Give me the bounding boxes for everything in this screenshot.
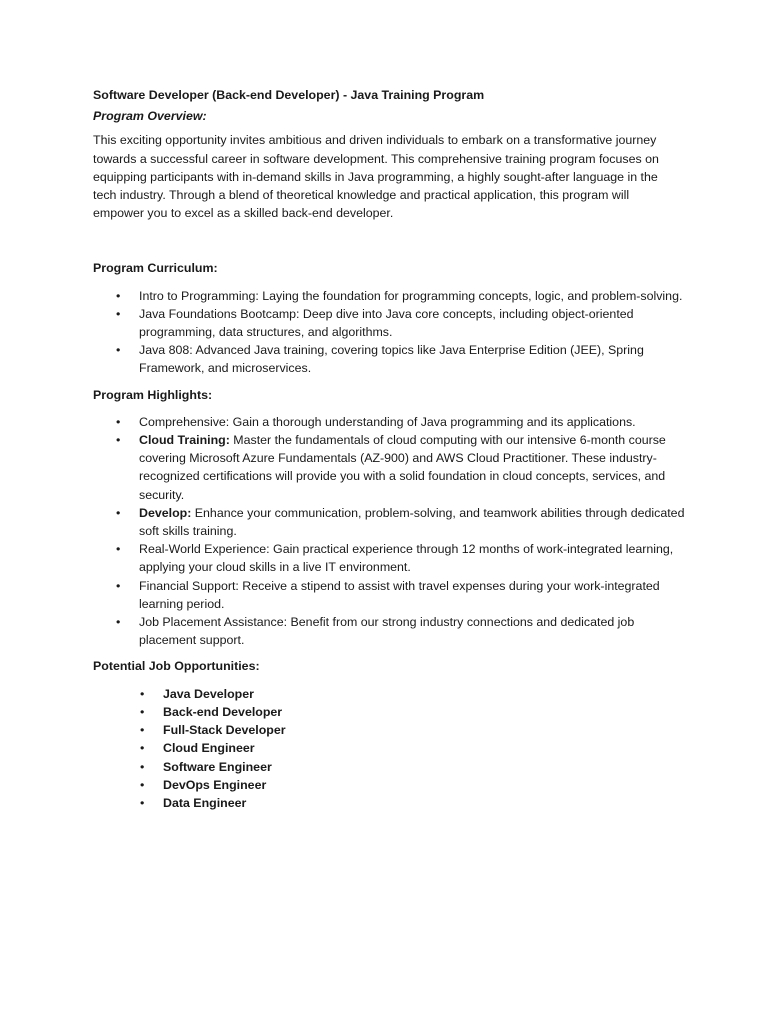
highlight-item-text: Real-World Experience: Gain practical experience through 12 months of work-integrated learning, applying your cloud skills in a live IT environment.: [139, 542, 674, 575]
bullet-icon: •: [116, 615, 121, 630]
list-item: [93, 504, 688, 540]
bullet-icon: •: [140, 759, 145, 774]
overview-paragraph: This exciting opportunity invites ambitious and driven individuals to embark on a transformative journey towards a successful career in software development. This comprehensive training program focuses on equipping participants with in-demand skills in Java programming, a highly sought-after language in the tech industry. Through a blend of theoretical knowledge and practical application, this program will empower you to excel as a skilled back-end developer.: [93, 133, 659, 221]
job-title: Data Engineer: [163, 795, 247, 810]
list-item: [93, 540, 688, 576]
overview-heading: Program Overview:: [93, 109, 207, 124]
job-title: Full-Stack Developer: [163, 723, 286, 738]
highlight-item-text: Financial Support: Receive a stipend to assist with travel expenses during your work-integrated learning period.: [139, 578, 660, 611]
list-item: [93, 305, 688, 341]
list-item: [93, 685, 688, 703]
curriculum-item-text: Java 808: Advanced Java training, covering topics like Java Enterprise Edition (JEE), Spring Framework, and microservices.: [139, 343, 644, 376]
bullet-icon: •: [116, 343, 121, 358]
list-item: [93, 413, 688, 431]
list-item: [93, 739, 688, 757]
job-title: Software Engineer: [163, 759, 272, 774]
jobs-heading: Potential Job Opportunities:: [93, 659, 260, 674]
curriculum-heading: Program Curriculum:: [93, 261, 218, 276]
curriculum-list: [93, 287, 688, 378]
jobs-list: [93, 685, 688, 812]
job-title: DevOps Engineer: [163, 777, 267, 792]
list-item: [93, 613, 688, 649]
list-item: [93, 758, 688, 776]
list-item: [93, 431, 688, 504]
list-item: [93, 577, 688, 613]
highlights-heading: Program Highlights:: [93, 387, 213, 402]
bullet-icon: •: [140, 704, 145, 719]
bullet-icon: •: [116, 542, 121, 557]
highlight-item-text: Job Placement Assistance: Benefit from our strong industry connections and dedicated job placement support.: [139, 615, 635, 648]
highlight-item-text: Enhance your communication, problem-solving, and teamwork abilities through dedicated soft skills training.: [139, 505, 685, 539]
highlight-item-lead: Develop:: [139, 505, 192, 520]
list-item: [93, 703, 688, 721]
list-item: [93, 287, 688, 305]
bullet-icon: •: [140, 777, 145, 792]
bullet-icon: •: [116, 288, 121, 303]
list-item: [93, 341, 688, 377]
job-title: Java Developer: [163, 686, 254, 701]
highlight-item-text: Comprehensive: Gain a thorough understanding of Java programming and its applications.: [139, 414, 636, 429]
bullet-icon: •: [116, 578, 121, 593]
bullet-icon: •: [116, 414, 121, 429]
bullet-icon: •: [116, 433, 121, 448]
highlight-item-lead: Cloud Training:: [139, 433, 230, 448]
curriculum-item-text: Java Foundations Bootcamp: Deep dive into Java core concepts, including object-oriented programming, data structures, and algorithms.: [139, 306, 634, 340]
list-item: [93, 776, 688, 794]
list-item: [93, 794, 688, 812]
curriculum-item-text: Intro to Programming: Laying the foundation for programming concepts, logic, and problem-solving.: [139, 288, 683, 303]
job-title: Back-end Developer: [163, 704, 283, 719]
highlights-list: [93, 413, 688, 650]
bullet-icon: •: [140, 686, 145, 701]
document-title: Software Developer (Back-end Developer) - Java Training Program: [93, 88, 485, 102]
list-item: [93, 721, 688, 739]
bullet-icon: •: [116, 306, 121, 321]
bullet-icon: •: [140, 795, 145, 810]
bullet-icon: •: [116, 505, 121, 520]
job-title: Cloud Engineer: [163, 741, 255, 756]
bullet-icon: •: [140, 723, 145, 738]
bullet-icon: •: [140, 741, 145, 756]
highlight-item-text: Master the fundamentals of cloud computing with our intensive 6-month course covering Microsoft Azure Fundamentals (AZ-900) and AWS Cloud Practitioner. These industry-recognized certifications will provide you with a solid foundation in cloud concepts, services, and security.: [139, 433, 666, 502]
